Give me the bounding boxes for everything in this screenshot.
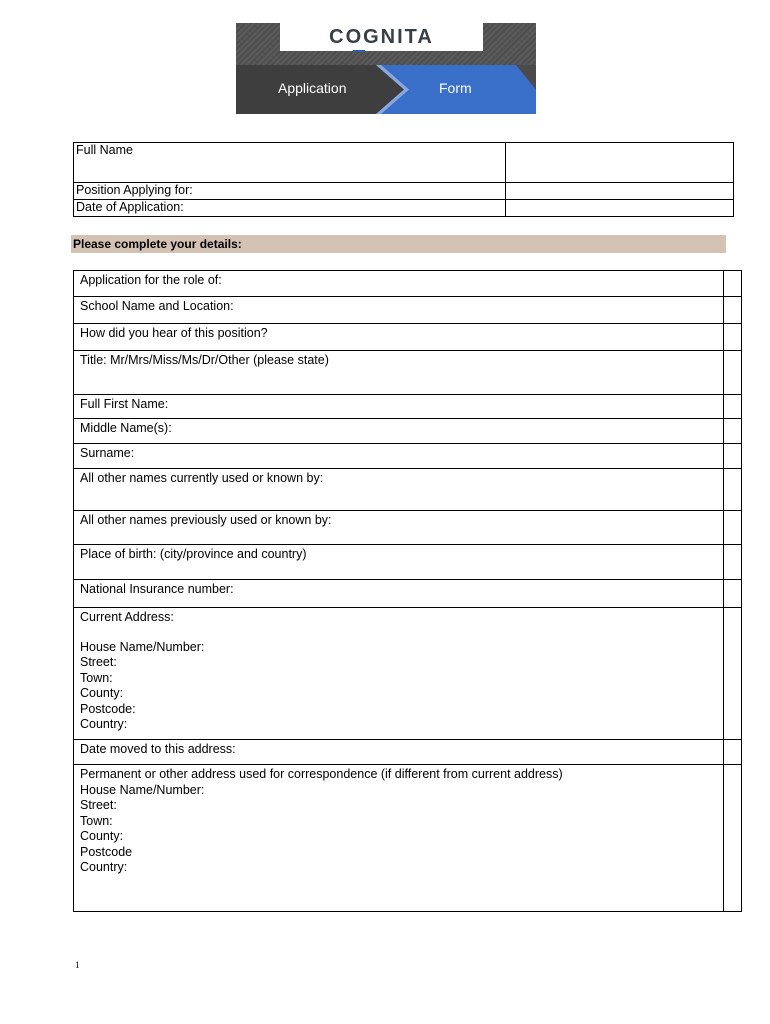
- full-name-label: Full Name: [74, 143, 506, 183]
- school-field[interactable]: [724, 297, 742, 324]
- first-name-field[interactable]: [724, 395, 742, 419]
- header-banner: [236, 23, 536, 114]
- table-row: [74, 608, 742, 740]
- table-row: [74, 351, 742, 395]
- surname-field[interactable]: [724, 444, 742, 469]
- logo-text: COGNITA: [329, 26, 434, 49]
- row-label: Place of birth: (city/province and country): [74, 545, 724, 580]
- row-label: How did you hear of this position?: [74, 324, 724, 351]
- previous-names-field[interactable]: [724, 511, 742, 545]
- table-row: [74, 511, 742, 545]
- role-field[interactable]: [724, 271, 742, 297]
- row-label: National Insurance number:: [74, 580, 724, 608]
- row-label: Application for the role of:: [74, 271, 724, 297]
- table-row: [74, 395, 742, 419]
- row-label: Middle Name(s):: [74, 419, 724, 444]
- table-row: [74, 297, 742, 324]
- ni-number-field[interactable]: [724, 580, 742, 608]
- date-moved-field[interactable]: [724, 740, 742, 765]
- row-label: Full First Name:: [74, 395, 724, 419]
- middle-name-field[interactable]: [724, 419, 742, 444]
- table-row: [74, 469, 742, 511]
- table-row: [74, 143, 734, 183]
- date-of-application-field[interactable]: [506, 200, 734, 217]
- row-label: Permanent or other address used for correspondence (if different from current address) House Name/Number: Street: Town: County: Postcode Country:: [74, 765, 724, 912]
- table-row: [74, 200, 734, 217]
- row-label: Current Address: House Name/Number: Street: Town: County: Postcode: Country:: [74, 608, 724, 740]
- section-heading: Please complete your details:: [71, 235, 726, 253]
- page-number: 1: [75, 960, 80, 970]
- table-row: [74, 324, 742, 351]
- row-label: Date moved to this address:: [74, 740, 724, 765]
- position-label: Position Applying for:: [74, 183, 506, 200]
- row-label: All other names currently used or known by:: [74, 469, 724, 511]
- table-row: [74, 271, 742, 297]
- logo-accent: [353, 50, 365, 52]
- title-field[interactable]: [724, 351, 742, 395]
- row-label: Title: Mr/Mrs/Miss/Ms/Dr/Other (please state): [74, 351, 724, 395]
- current-names-field[interactable]: [724, 469, 742, 511]
- table-row: [74, 580, 742, 608]
- full-name-field[interactable]: [506, 143, 734, 183]
- row-label: Surname:: [74, 444, 724, 469]
- table-row: [74, 545, 742, 580]
- row-label: All other names previously used or known by:: [74, 511, 724, 545]
- current-address-field[interactable]: [724, 608, 742, 740]
- table-row: [74, 444, 742, 469]
- table-row: [74, 419, 742, 444]
- banner-form-label: Form: [439, 80, 472, 96]
- position-field[interactable]: [506, 183, 734, 200]
- table-row: [74, 183, 734, 200]
- heard-of-position-field[interactable]: [724, 324, 742, 351]
- logo: [280, 23, 483, 51]
- details-table: [73, 270, 742, 912]
- place-of-birth-field[interactable]: [724, 545, 742, 580]
- banner-application-label: Application: [278, 80, 347, 96]
- correspondence-address-field[interactable]: [724, 765, 742, 912]
- applicant-summary-table: [73, 142, 734, 217]
- date-of-application-label: Date of Application:: [74, 200, 506, 217]
- table-row: [74, 740, 742, 765]
- table-row: [74, 765, 742, 912]
- row-label: School Name and Location:: [74, 297, 724, 324]
